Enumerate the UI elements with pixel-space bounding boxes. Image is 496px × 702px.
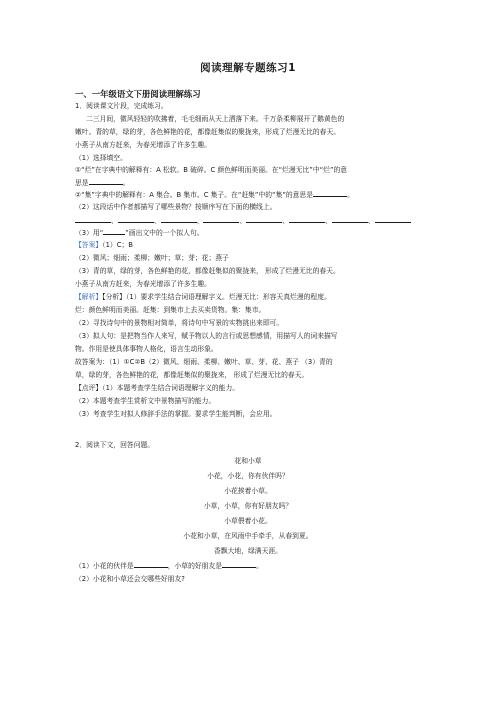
analysis-line-1b: 烂：颜色鲜明而美丽。赶集：到集市上去买卖货物。集：集市。: [75, 306, 266, 314]
poem-line-2: 小花挨着小草。: [224, 487, 272, 495]
answer-line-3: （3）青的草，绿的芽，各色鲜艳的花，都像赶集似的聚拢来， 形成了烂漫无比的春天。: [75, 267, 340, 275]
q1-sub1-a2: 思是: [75, 179, 89, 187]
q1-sub1-b: ②“集”字典中的解释有：A 集合。B 集市。C 集子。在“赶集”中的“集”的意思是 。: [75, 191, 354, 199]
comment-line-2: （2）本题考查学生赏析文中景物描写的能力。: [75, 397, 216, 405]
answer-blank[interactable]: [289, 216, 325, 223]
q1-sub3: [75, 228, 204, 238]
answer-blank[interactable]: [313, 190, 347, 197]
q1-sub1-a-cont: 思是 。: [75, 179, 130, 187]
poem-line-6: 香飘大地，绿满天涯。: [214, 547, 282, 555]
comment-line-3: （3）考查学生对拟人修辞手法的掌握。要求学生能判断，会应用。: [75, 410, 277, 418]
answer-blank[interactable]: [332, 216, 368, 223]
reply-line-1: 故答案为：（1）①C②B（2）微风、细雨、柔柳、嫩叶、草、芽、花、燕子 （3）青的: [75, 358, 333, 366]
answer-blank[interactable]: [161, 216, 197, 223]
poem-line-5: 小花和小草，在风雨中手牵手，从春到夏。: [183, 532, 313, 540]
q1-sub3-pre: （3）用“: [75, 229, 104, 237]
reply-line-2: 草，绿的芽，各色鲜艳的花，都像赶集似的聚拢来， 形成了烂漫无比的春天。: [75, 371, 309, 379]
analysis-text-1: 【分析】（1）要求学生结合词语理解字义。烂漫无比：形容天真烂漫的程度。: [102, 293, 331, 301]
q2-sub1-a: （1）小花的伙伴是: [75, 562, 134, 570]
q2-stem: 2．阅读下文，回答问题。: [75, 441, 155, 449]
q1-sub1-b-text: ②“集”字典中的解释有：A 集合。B 集市。C 集子。在“赶集”中的“集”的意思是: [75, 191, 314, 199]
q1-sub2: （2）这段话中作者都描写了哪些景物？按顺序写在下面的横线上。: [75, 203, 277, 211]
page-title: 阅读理解专题练习1: [200, 62, 296, 74]
answer-text-1: （1）C；B: [102, 241, 133, 249]
analysis-line-3b: 物。作用是使具体事物人格化，语言生动形象。: [75, 345, 218, 353]
poem-line-4: 小草偎着小花。: [224, 517, 272, 525]
comment-line-1: 【点评】（1）本题考查学生结合词语理解字义的能力。: [75, 384, 240, 392]
section-heading: 一、一年级语文下册阅读理解练习: [75, 89, 201, 99]
answer-line-1: [75, 241, 133, 250]
analysis-line-1: [75, 293, 331, 302]
answer-tag: 【答案】: [75, 241, 103, 249]
q1-sub1: （1）选择填空。: [75, 154, 127, 162]
q1-sub3-post: ”画出文中的一个拟人句。: [125, 229, 204, 237]
poem-title: 花和小草: [234, 457, 262, 465]
q2-sub1-b: ，小草的好朋友是: [167, 562, 223, 570]
q1-stem: 1．阅读课文片段，完成练习。: [75, 102, 168, 110]
answer-blank[interactable]: [75, 216, 111, 223]
answer-blank[interactable]: [222, 561, 256, 568]
q1-passage-line-3: 小燕子从南方赶来，为春光增添了许多生趣。: [75, 141, 211, 149]
underline-sample: [103, 228, 125, 235]
q1-passage-line-2: 嫩叶。青的草，绿的芽，各色鲜艳的花，都像赶集似的聚拢来，形成了烂漫无比的春天。: [75, 128, 341, 136]
q2-sub2: （2）小花和小草还会交哪些好朋友?: [75, 575, 185, 583]
analysis-tag: 【解析】: [75, 293, 103, 301]
answer-line-2: （2）微风；细雨；柔柳；嫩叶；草；芽；花；燕子: [75, 254, 229, 262]
answer-line-3b: 小燕子从南方赶来，为春光增添了许多生趣。: [75, 280, 211, 288]
analysis-line-3: （3）拟人句：是把物当作人来写，赋予物以人的言行或思想感情，用描写人的词来描写: [75, 332, 338, 340]
q1-passage-line-1: 二三月间，微风轻轻的吹拂着，毛毛细雨从天上洒落下来。千万条柔柳展开了鹅黄色的: [86, 115, 345, 123]
answer-blank[interactable]: [134, 561, 168, 568]
analysis-line-2: （2）寻找诗句中的景物相对简单，将诗句中写景的实物挑出来即可。: [75, 319, 284, 327]
answer-blank[interactable]: [89, 178, 123, 185]
poem-line-1: 小花，小花，你有伙伴吗？: [207, 472, 289, 480]
q2-sub1: [75, 561, 263, 571]
answer-blank[interactable]: [203, 216, 239, 223]
q1-sub2-blanks: 、 、 、 、 、 、 、: [75, 216, 411, 226]
answer-blank[interactable]: [375, 216, 411, 223]
answer-blank[interactable]: [118, 216, 154, 223]
poem-line-3: 小草，小草，你有好朋友吗？: [203, 502, 293, 510]
q1-sub1-a: ①“烂”在字典中的解释有：A 松软。B 破碎。C 颜色鲜明而美丽。在“烂漫无比”中“烂”的意: [75, 166, 348, 174]
answer-blank[interactable]: [246, 216, 282, 223]
q2-sub1-c: 。: [256, 562, 263, 570]
